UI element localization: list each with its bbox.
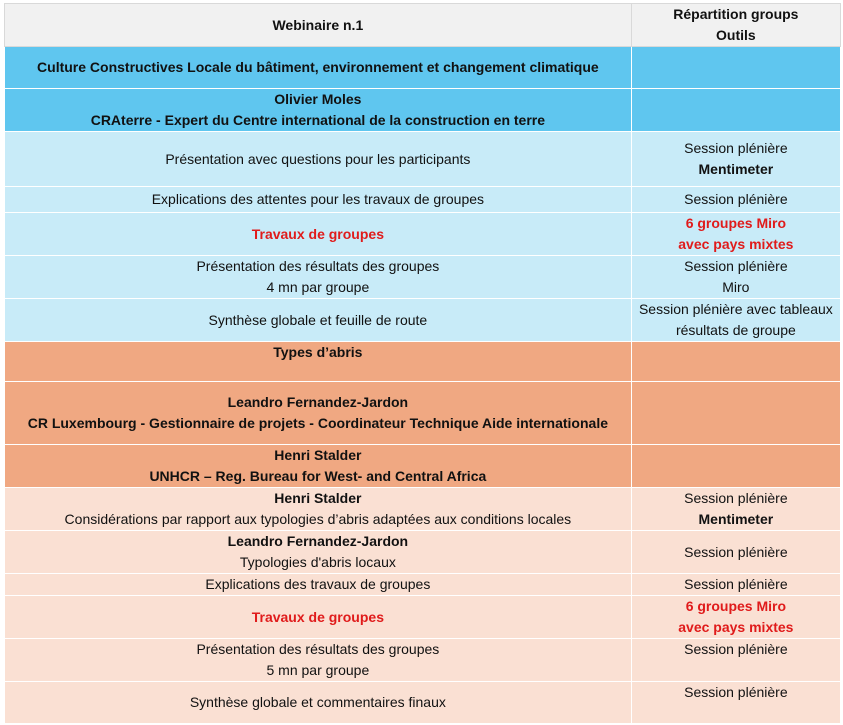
group-work-cell: Travaux de groupes xyxy=(5,213,632,256)
tool-cell: Session plénière avec tableaux résultats de groupe xyxy=(631,299,840,342)
table-row xyxy=(5,299,841,342)
activity-cell: Synthèse globale et feuille de route xyxy=(5,299,632,342)
activity-cell: Explications des attentes pour les travaux de groupes xyxy=(5,187,632,213)
speaker-row xyxy=(5,89,841,132)
tool-cell: Session plénière xyxy=(631,574,840,596)
table-row xyxy=(5,682,841,724)
speaker-role: CRAterre - Expert du Centre international de la construction en terre xyxy=(90,112,546,128)
empty-cell xyxy=(631,342,840,382)
speaker-role: CR Luxembourg - Gestionnaire de projets - Coordinateur Technique Aide internationale xyxy=(27,415,609,431)
table-row xyxy=(5,213,841,256)
empty-cell xyxy=(631,445,840,488)
tool-line: Session plénière xyxy=(684,258,788,274)
speaker-name: Leandro Fernandez-Jardon xyxy=(227,533,409,549)
speaker-name: Leandro Fernandez-Jardon xyxy=(227,394,409,410)
tool-line: Session plénière xyxy=(684,490,788,506)
activity-cell xyxy=(5,639,632,682)
tool-cell xyxy=(631,488,840,531)
table-row xyxy=(5,256,841,299)
tool-cell: Session plénière xyxy=(631,531,840,574)
tool-cell: Session plénière xyxy=(631,187,840,213)
activity-cell: Explications des travaux de groupes xyxy=(5,574,632,596)
empty-cell xyxy=(631,47,840,89)
speaker-name: Henri Stalder xyxy=(274,447,362,463)
webinar-schedule-table xyxy=(4,3,841,724)
activity-line: 5 mn par groupe xyxy=(266,662,370,678)
table-row xyxy=(5,488,841,531)
tool-cell xyxy=(631,256,840,299)
header-tools-line1: Répartition groups xyxy=(673,6,799,22)
header-webinar-title: Webinaire n.1 xyxy=(5,4,632,47)
tool-cell: Session plénière xyxy=(631,639,840,682)
section-title: Types d’abris xyxy=(5,342,632,382)
activity-cell: Présentation avec questions pour les participants xyxy=(5,132,632,187)
tool-cell xyxy=(631,132,840,187)
tool-line: Session plénière xyxy=(684,140,788,156)
activity-line: Typologies d'abris locaux xyxy=(239,554,396,570)
speaker-cell xyxy=(5,445,632,488)
tool-line: 6 groupes Miro xyxy=(685,598,787,614)
activity-cell: Synthèse globale et commentaires finaux xyxy=(5,682,632,724)
section-title: Culture Constructives Locale du bâtiment, environnement et changement climatique xyxy=(5,47,632,89)
table-row xyxy=(5,187,841,213)
speaker-name: Olivier Moles xyxy=(274,91,362,107)
activity-line: Présentation des résultats des groupes xyxy=(196,258,440,274)
header-tools xyxy=(631,4,840,47)
activity-cell xyxy=(5,256,632,299)
tool-line: Miro xyxy=(722,279,750,295)
section-title-row xyxy=(5,342,841,382)
tool-line: 6 groupes Miro xyxy=(685,215,787,231)
speaker-name: Henri Stalder xyxy=(274,490,362,506)
speaker-cell xyxy=(5,89,632,132)
table-row xyxy=(5,132,841,187)
activity-cell xyxy=(5,531,632,574)
speaker-row xyxy=(5,382,841,445)
activity-cell xyxy=(5,488,632,531)
table-row xyxy=(5,639,841,682)
tool-name: Mentimeter xyxy=(698,161,774,177)
activity-line: Présentation des résultats des groupes xyxy=(196,641,440,657)
empty-cell xyxy=(631,89,840,132)
activity-line: Considérations par rapport aux typologies d’abris adaptées aux conditions locales xyxy=(64,511,572,527)
speaker-cell xyxy=(5,382,632,445)
activity-line: 4 mn par groupe xyxy=(266,279,370,295)
empty-cell xyxy=(631,382,840,445)
header-tools-line2: Outils xyxy=(716,27,756,43)
tool-line: avec pays mixtes xyxy=(678,236,794,252)
tool-cell xyxy=(631,596,840,639)
tool-cell xyxy=(631,213,840,256)
speaker-role: UNHCR – Reg. Bureau for West- and Central Africa xyxy=(149,468,487,484)
section-title-row xyxy=(5,47,841,89)
speaker-row xyxy=(5,445,841,488)
table-row xyxy=(5,574,841,596)
tool-line: avec pays mixtes xyxy=(678,619,794,635)
group-work-cell: Travaux de groupes xyxy=(5,596,632,639)
table-row xyxy=(5,596,841,639)
header-row xyxy=(5,4,841,47)
table-row xyxy=(5,531,841,574)
tool-name: Mentimeter xyxy=(698,511,774,527)
tool-cell: Session plénière xyxy=(631,682,840,724)
